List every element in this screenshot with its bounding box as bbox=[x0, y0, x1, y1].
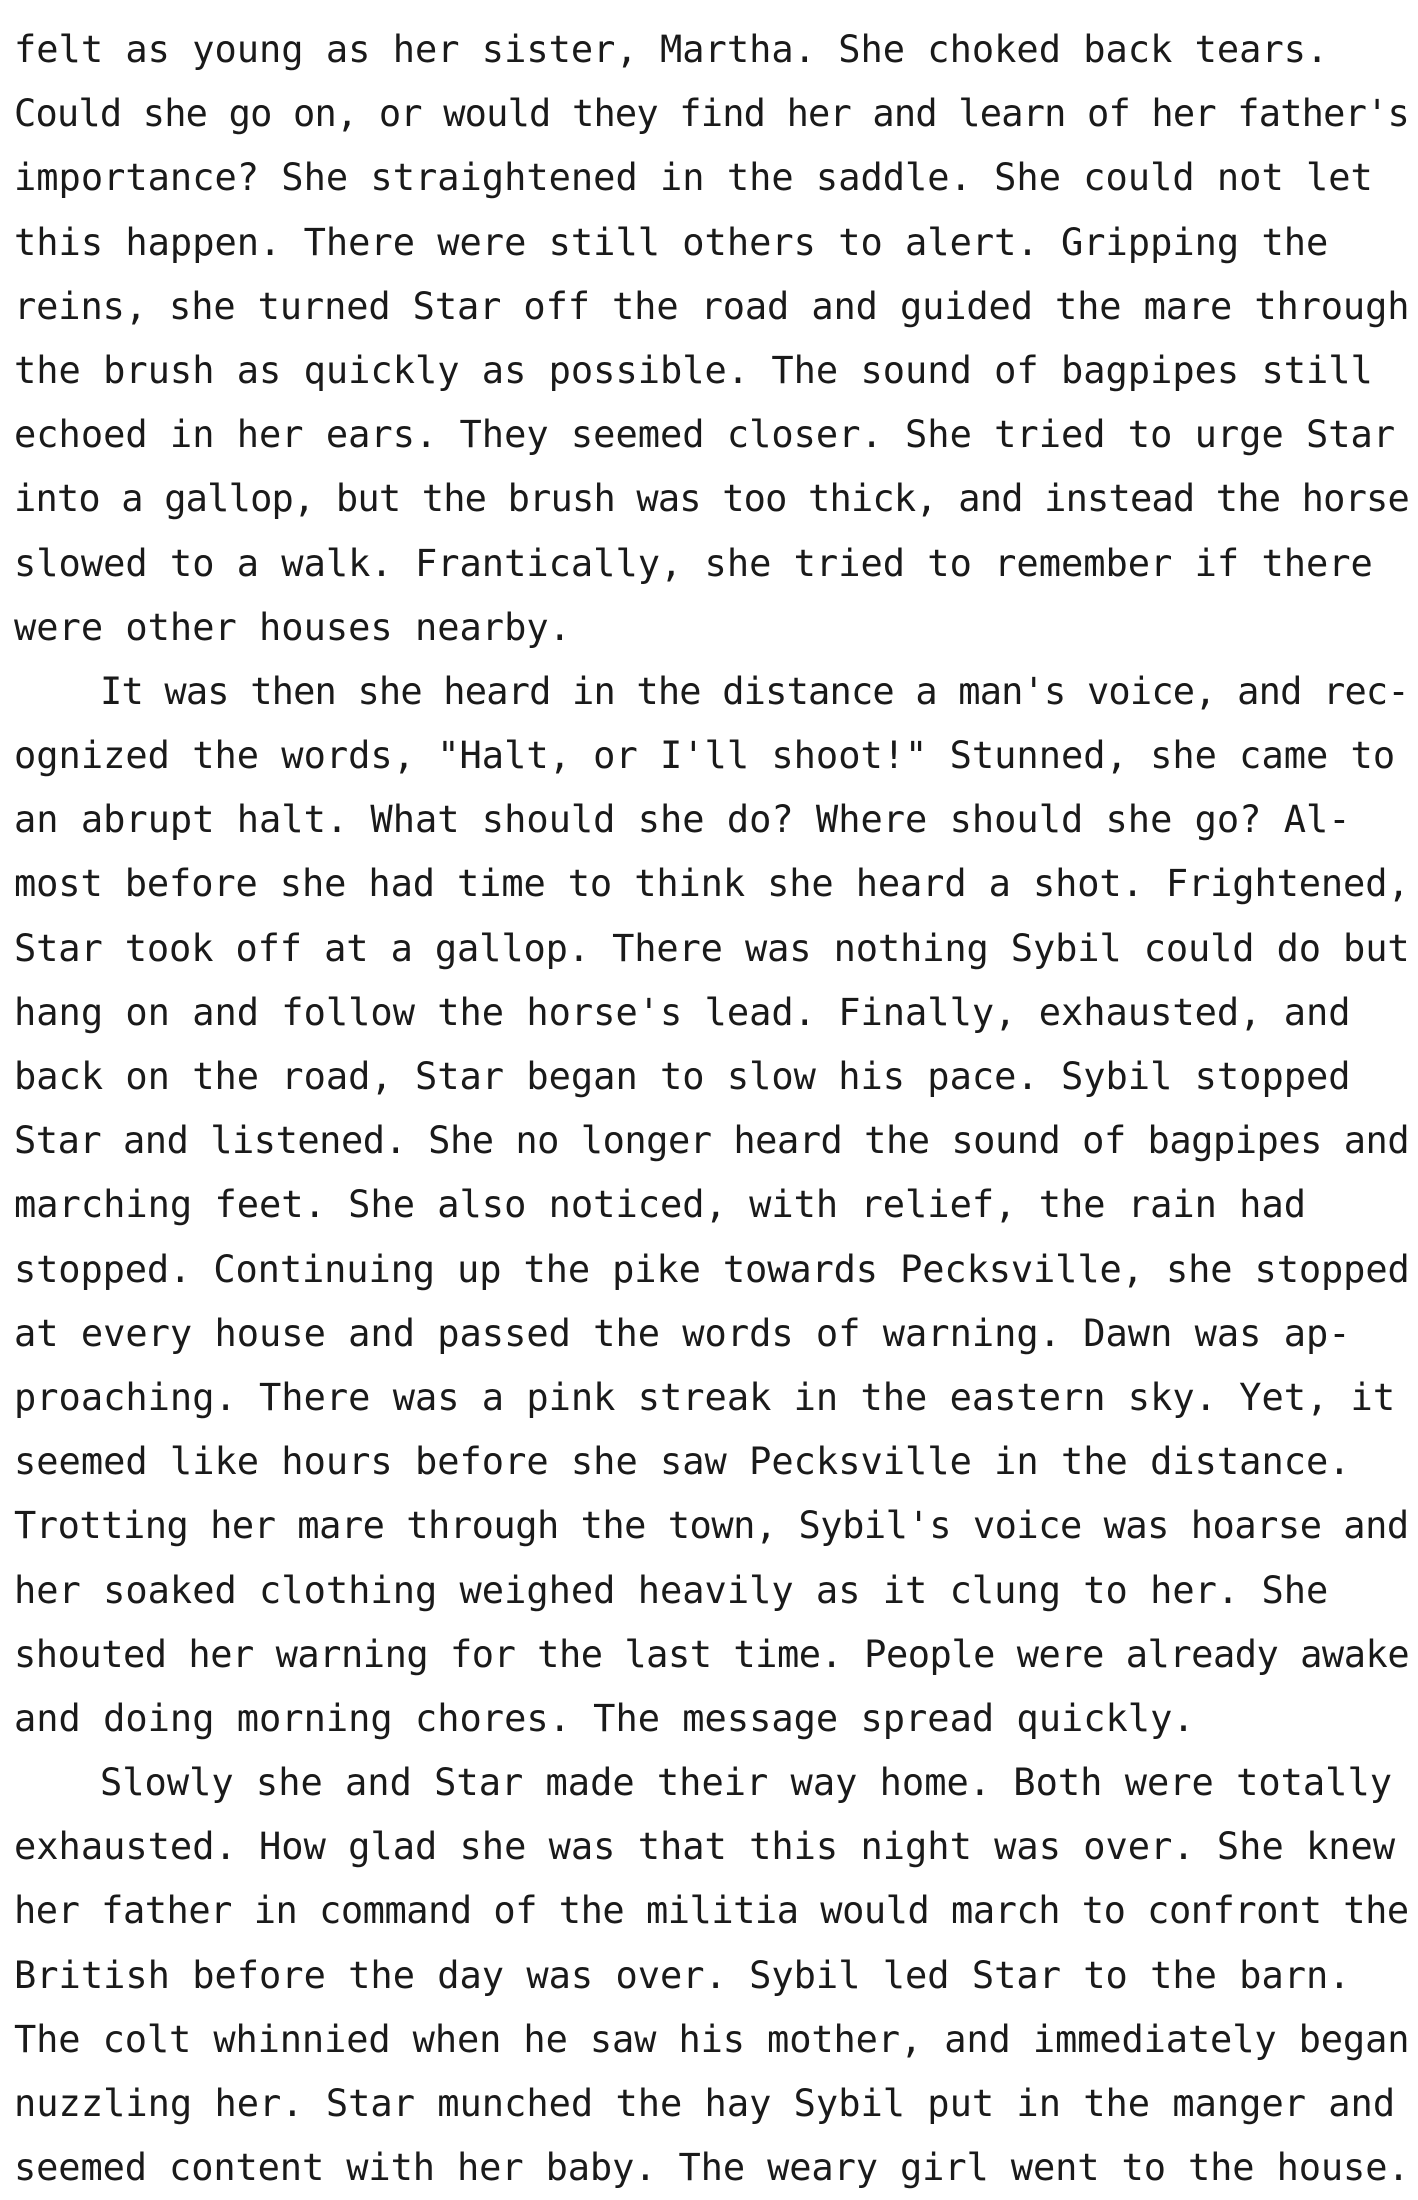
text-line-16: hang on and follow the horse's lead. Finally, exhausted, and bbox=[14, 990, 1351, 1034]
body-text bbox=[14, 18, 1409, 2200]
text-line-26: shouted her warning for the last time. People were already awake bbox=[14, 1632, 1410, 1676]
text-line-15: Star took off at a gallop. There was nothing Sybil could do but bbox=[14, 926, 1410, 970]
text-line-2: Could she go on, or would they find her and learn of her father's bbox=[14, 92, 1409, 136]
text-line-17: back on the road, Star began to slow his pace. Sybil stopped bbox=[14, 1055, 1351, 1098]
text-line-5: reins, she turned Star off the road and guided the mare through bbox=[14, 284, 1410, 328]
text-line-32: The colt whinnied when he saw his mother, and immediately began bbox=[14, 2017, 1410, 2061]
text-line-9: slowed to a walk. Frantically, she tried to remember if there bbox=[14, 541, 1373, 585]
text-line-18: Star and listened. She no longer heard the sound of bagpipes and bbox=[14, 1119, 1410, 1163]
text-line-4: this happen. There were still others to alert. Gripping the bbox=[14, 220, 1329, 264]
text-line-27: and doing morning chores. The message spread quickly. bbox=[14, 1696, 1195, 1740]
text-line-21: at every house and passed the words of warning. Dawn was ap- bbox=[14, 1311, 1351, 1355]
text-line-1: felt as young as her sister, Martha. She choked back tears. bbox=[14, 28, 1329, 71]
paragraph-start-line: It was then she heard in the distance a man's voice, and rec- bbox=[100, 669, 1409, 713]
text-line-8: into a gallop, but the brush was too thick, and instead the horse bbox=[14, 477, 1409, 521]
text-line-23: seemed like hours before she saw Pecksville in the distance. bbox=[14, 1440, 1351, 1484]
text-line-29: exhausted. How glad she was that this night was over. She knew bbox=[14, 1825, 1396, 1869]
paragraph-start-line: Slowly she and Star made their way home. Both were totally bbox=[100, 1761, 1393, 1805]
text-line-30: her father in command of the militia would march to confront the bbox=[14, 1889, 1409, 1933]
text-line-25: her soaked clothing weighed heavily as it clung to her. She bbox=[14, 1568, 1329, 1612]
text-line-13: an abrupt halt. What should she do? Where should she go? Al- bbox=[14, 798, 1351, 842]
text-line-22: proaching. There was a pink streak in the eastern sky. Yet, it bbox=[14, 1375, 1396, 1419]
text-line-3: importance? She straightened in the saddle. She could not let bbox=[14, 156, 1373, 200]
text-line-33: nuzzling her. Star munched the hay Sybil put in the manger and bbox=[14, 2082, 1396, 2125]
text-line-19: marching feet. She also noticed, with relief, the rain had bbox=[14, 1183, 1307, 1227]
text-line-20: stopped. Continuing up the pike towards Pecksville, she stopped bbox=[14, 1247, 1410, 1291]
text-line-7: echoed in her ears. They seemed closer. She tried to urge Star bbox=[14, 413, 1396, 457]
text-line-14: most before she had time to think she heard a shot. Frightened, bbox=[14, 862, 1410, 906]
text-line-31: British before the day was over. Sybil led Star to the barn. bbox=[14, 1953, 1351, 1997]
text-line-12: ognized the words, "Halt, or I'll shoot!" Stunned, she came to bbox=[14, 734, 1396, 778]
text-line-10: were other houses nearby. bbox=[14, 605, 571, 649]
text-line-6: the brush as quickly as possible. The sound of bagpipes still bbox=[14, 348, 1373, 392]
text-line-34: seemed content with her baby. The weary girl went to the house. bbox=[14, 2146, 1410, 2190]
text-line-24: Trotting her mare through the town, Sybil's voice was hoarse and bbox=[14, 1504, 1409, 1548]
